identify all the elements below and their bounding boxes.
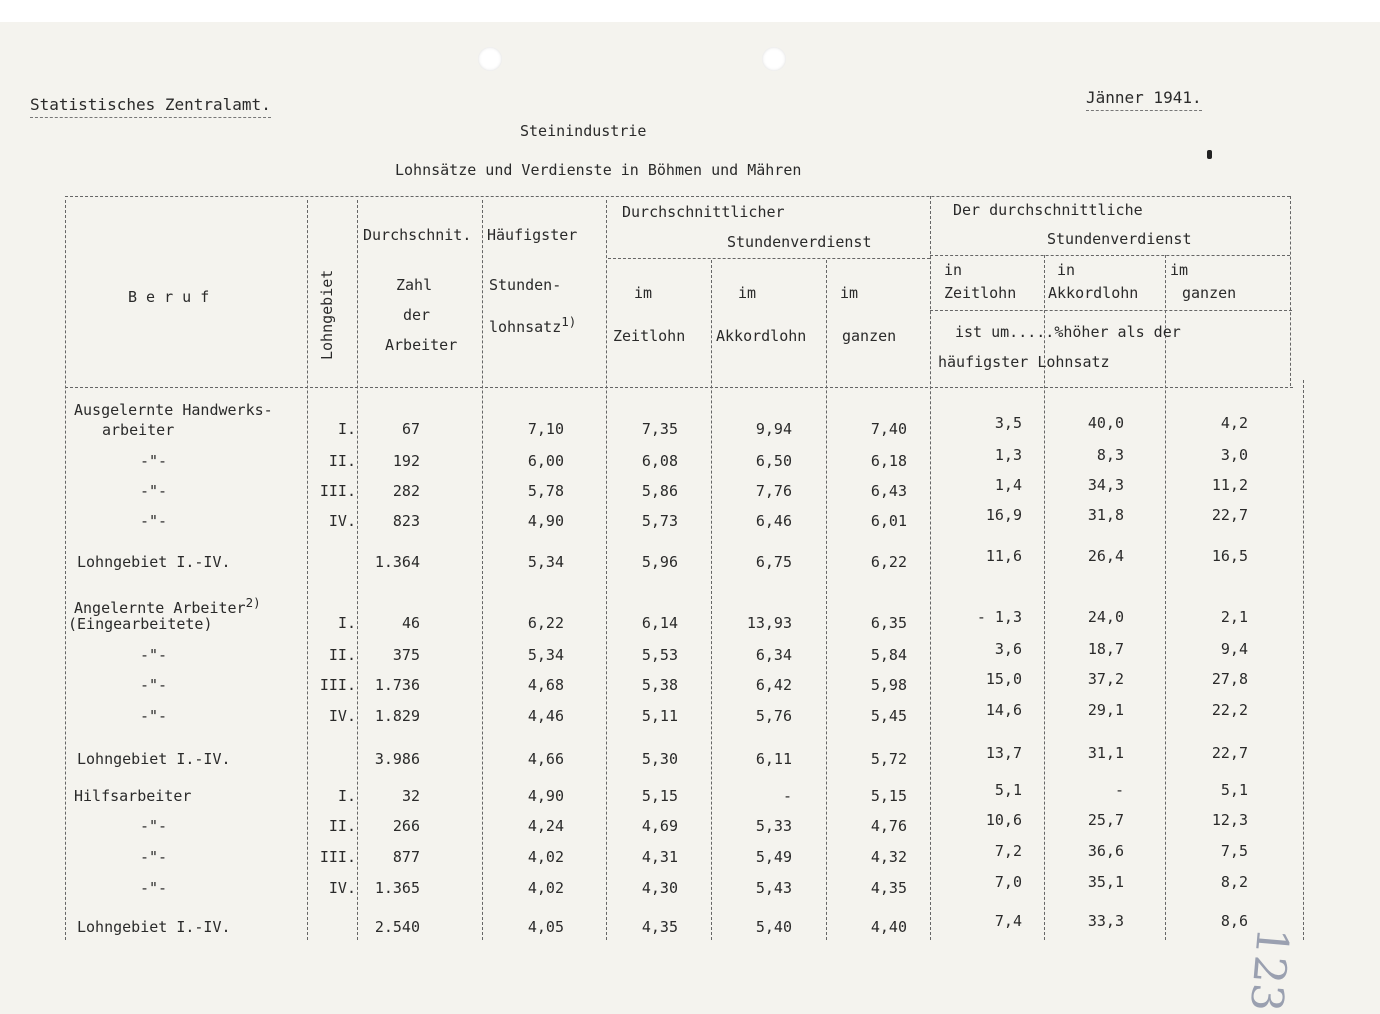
col-header-lohnsatz: lohnsatz$^{1)}$ xyxy=(489,314,577,336)
row-pz: - 1,3 xyxy=(976,608,1022,626)
col-header-stundenverdienst-2: Stundenverdienst xyxy=(1047,230,1192,248)
row-pz: 10,6 xyxy=(985,811,1022,829)
row-lohnsatz: 4,02 xyxy=(527,848,564,866)
subheader-rule-c xyxy=(930,310,1292,311)
row-pa: 29,1 xyxy=(1087,701,1124,719)
row-pg: 22,7 xyxy=(1211,506,1248,524)
row-zeit: 5,73 xyxy=(641,512,678,530)
row-zahl: 282 xyxy=(392,482,420,500)
row-zahl: 32 xyxy=(401,787,420,805)
col-header-ist-um: ist um.....%höher als der xyxy=(955,323,1181,341)
row-pa: - xyxy=(1114,781,1124,799)
row-pg: 27,8 xyxy=(1211,670,1248,688)
col-header-im-ganz: im xyxy=(1170,261,1189,279)
row-ganz: 5,98 xyxy=(870,676,907,694)
col-header-haeufigster: Häufigster xyxy=(487,226,578,244)
row-pg: 12,3 xyxy=(1211,811,1248,829)
table-top-rule xyxy=(65,196,1290,197)
row-lohngebiet: III. xyxy=(319,676,356,694)
row-pz: 7,0 xyxy=(994,873,1022,891)
row-pa: 26,4 xyxy=(1087,547,1124,565)
row-lohngebiet: I. xyxy=(337,787,356,805)
row-pa: 31,8 xyxy=(1087,506,1124,524)
col-header-ganzen-2: ganzen xyxy=(1182,284,1237,302)
header-bottom-rule xyxy=(65,387,1293,388)
row-lohnsatz: 4,66 xyxy=(527,750,564,768)
row-zahl: 266 xyxy=(392,817,420,835)
row-akk: 6,75 xyxy=(755,553,792,571)
col-header-stunden: Stunden- xyxy=(489,276,562,294)
col-header-ganzen-1: ganzen xyxy=(842,327,897,345)
row-ganz: 4,35 xyxy=(870,879,907,897)
row-ganz: 6,01 xyxy=(870,512,907,530)
row-pz: 3,6 xyxy=(994,640,1022,658)
row-akk: 7,76 xyxy=(755,482,792,500)
row-lohngebiet: IV. xyxy=(328,707,356,725)
row-pa: 24,0 xyxy=(1087,608,1124,626)
row-lohnsatz: 4,24 xyxy=(527,817,564,835)
row-akk: 5,40 xyxy=(755,918,792,936)
row-zeit: 5,15 xyxy=(641,787,678,805)
col-header-zahl: Zahl xyxy=(396,276,433,294)
row-ganz: 5,84 xyxy=(870,646,907,664)
row-zahl: 1.829 xyxy=(374,707,420,725)
row-ganz: 7,40 xyxy=(870,420,907,438)
col-header-stundenverdienst-1: Stundenverdienst xyxy=(727,233,872,251)
row-zahl: 823 xyxy=(392,512,420,530)
row-zeit: 4,69 xyxy=(641,817,678,835)
row-beruf: -"- xyxy=(140,707,168,725)
row-beruf: -"- xyxy=(140,646,168,664)
col-header-im-3: im xyxy=(840,284,859,302)
row-lohngebiet: II. xyxy=(328,646,356,664)
row-pz: 14,6 xyxy=(985,701,1022,719)
row-lohnsatz: 5,34 xyxy=(527,553,564,571)
row-ganz: 6,35 xyxy=(870,614,907,632)
row-lohngebiet: III. xyxy=(319,848,356,866)
row-ganz: 5,15 xyxy=(870,787,907,805)
row-pg: 4,2 xyxy=(1220,414,1248,432)
row-beruf: Lohngebiet I.-IV. xyxy=(77,750,231,768)
row-pz: 15,0 xyxy=(985,670,1022,688)
row-pa: 31,1 xyxy=(1087,744,1124,762)
row-zahl: 46 xyxy=(401,614,420,632)
row-akk: 6,42 xyxy=(755,676,792,694)
row-ganz: 6,18 xyxy=(870,452,907,470)
row-zeit: 5,53 xyxy=(641,646,678,664)
row-zahl: 877 xyxy=(392,848,420,866)
row-pa: 35,1 xyxy=(1087,873,1124,891)
row-pa: 37,2 xyxy=(1087,670,1124,688)
col-rule-11 xyxy=(1303,380,1304,940)
row-zahl: 67 xyxy=(401,420,420,438)
row-lohnsatz: 4,05 xyxy=(527,918,564,936)
row-beruf: Lohngebiet I.-IV. xyxy=(77,553,231,571)
table-subtitle: Lohnsätze und Verdienste in Böhmen und Mähren xyxy=(395,161,802,179)
row-zeit: 4,35 xyxy=(641,918,678,936)
row-lohngebiet: IV. xyxy=(328,512,356,530)
row-beruf: -"- xyxy=(140,512,168,530)
row-ganz: 4,40 xyxy=(870,918,907,936)
row-beruf: Ausgelernte Handwerks- xyxy=(74,401,273,419)
col-header-der: der xyxy=(403,306,431,324)
row-zeit: 4,31 xyxy=(641,848,678,866)
row-akk: 13,93 xyxy=(746,614,792,632)
row-akk: 6,11 xyxy=(755,750,792,768)
row-akk: 5,76 xyxy=(755,707,792,725)
row-pa: 18,7 xyxy=(1087,640,1124,658)
row-pg: 16,5 xyxy=(1211,547,1248,565)
col-rule-6 xyxy=(826,260,827,940)
document-date: Jänner 1941. xyxy=(1086,88,1202,111)
col-rule-3 xyxy=(482,200,483,940)
col-header-zeitlohn-2: Zeitlohn xyxy=(944,284,1017,302)
row-ganz: 6,43 xyxy=(870,482,907,500)
col-header-durchschnittlicher: Durchschnittlicher xyxy=(622,203,785,221)
row-lohngebiet: IV. xyxy=(328,879,356,897)
office-name: Statistisches Zentralamt. xyxy=(30,95,271,118)
row-zahl: 2.540 xyxy=(374,918,420,936)
row-ganz: 4,32 xyxy=(870,848,907,866)
col-rule-10 xyxy=(1290,196,1291,386)
row-beruf: -"- xyxy=(140,879,168,897)
row-lohnsatz: 4,02 xyxy=(527,879,564,897)
row-pz: 5,1 xyxy=(994,781,1022,799)
row-pg: 5,1 xyxy=(1220,781,1248,799)
row-pa: 40,0 xyxy=(1087,414,1124,432)
row-beruf-line2: arbeiter xyxy=(102,421,175,439)
col-rule-4 xyxy=(606,200,607,940)
row-zeit: 5,11 xyxy=(641,707,678,725)
row-zeit: 6,14 xyxy=(641,614,678,632)
row-lohnsatz: 4,46 xyxy=(527,707,564,725)
row-beruf-line2: (Eingearbeitete) xyxy=(68,615,213,633)
row-beruf: -"- xyxy=(140,848,168,866)
page-top-edge xyxy=(0,0,1380,22)
col-header-akkordlohn-2: Akkordlohn xyxy=(1048,284,1139,302)
punch-hole-left xyxy=(478,47,502,71)
col-header-im-1: im xyxy=(634,284,653,302)
col-rule-1 xyxy=(307,200,308,940)
row-pa: 36,6 xyxy=(1087,842,1124,860)
row-zahl: 1.365 xyxy=(374,879,420,897)
row-zeit: 5,96 xyxy=(641,553,678,571)
row-beruf: Lohngebiet I.-IV. xyxy=(77,918,231,936)
row-pz: 1,4 xyxy=(994,476,1022,494)
row-pg: 11,2 xyxy=(1211,476,1248,494)
col-header-der-durchschnittliche: Der durchschnittliche xyxy=(953,201,1143,219)
row-ganz: 4,76 xyxy=(870,817,907,835)
col-rule-0 xyxy=(65,200,66,940)
row-lohngebiet: II. xyxy=(328,452,356,470)
row-zeit: 7,35 xyxy=(641,420,678,438)
row-akk: 9,94 xyxy=(755,420,792,438)
row-lohnsatz: 5,34 xyxy=(527,646,564,664)
row-beruf: -"- xyxy=(140,482,168,500)
col-header-beruf: B e r u f xyxy=(128,288,210,306)
col-header-in-akk: in xyxy=(1057,261,1076,279)
row-pa: 34,3 xyxy=(1087,476,1124,494)
row-pg: 8,6 xyxy=(1220,912,1248,930)
row-lohngebiet: I. xyxy=(337,614,356,632)
row-akk: - xyxy=(782,787,792,805)
row-pg: 22,2 xyxy=(1211,701,1248,719)
row-zahl: 192 xyxy=(392,452,420,470)
row-lohngebiet: II. xyxy=(328,817,356,835)
row-pz: 7,4 xyxy=(994,912,1022,930)
row-beruf: Hilfsarbeiter xyxy=(74,787,192,805)
row-akk: 6,46 xyxy=(755,512,792,530)
col-header-im-2: im xyxy=(738,284,757,302)
row-zeit: 5,38 xyxy=(641,676,678,694)
row-pz: 13,7 xyxy=(985,744,1022,762)
row-pz: 16,9 xyxy=(985,506,1022,524)
row-pg: 2,1 xyxy=(1220,608,1248,626)
row-lohnsatz: 5,78 xyxy=(527,482,564,500)
row-lohngebiet: III. xyxy=(319,482,356,500)
row-lohngebiet: I. xyxy=(337,420,356,438)
row-lohnsatz: 4,68 xyxy=(527,676,564,694)
row-pg: 8,2 xyxy=(1220,873,1248,891)
row-zeit: 6,08 xyxy=(641,452,678,470)
col-header-durchschnit: Durchschnit. xyxy=(363,226,472,244)
subheader-rule-b xyxy=(930,255,1290,256)
col-header-lohngebiet: Lohngebiet xyxy=(318,269,336,360)
row-pz: 11,6 xyxy=(985,547,1022,565)
row-zeit: 4,30 xyxy=(641,879,678,897)
row-pa: 25,7 xyxy=(1087,811,1124,829)
col-rule-9 xyxy=(1165,255,1166,940)
row-pz: 7,2 xyxy=(994,842,1022,860)
row-beruf: -"- xyxy=(140,817,168,835)
col-header-akkordlohn-1: Akkordlohn xyxy=(716,327,807,345)
row-akk: 5,33 xyxy=(755,817,792,835)
row-zeit: 5,30 xyxy=(641,750,678,768)
col-rule-7 xyxy=(930,196,931,940)
row-zahl: 1.736 xyxy=(374,676,420,694)
row-ganz: 6,22 xyxy=(870,553,907,571)
row-pg: 7,5 xyxy=(1220,842,1248,860)
row-ganz: 5,72 xyxy=(870,750,907,768)
row-akk: 6,34 xyxy=(755,646,792,664)
ink-mark xyxy=(1207,150,1212,159)
row-lohnsatz: 6,00 xyxy=(527,452,564,470)
row-pg: 22,7 xyxy=(1211,744,1248,762)
row-akk: 5,49 xyxy=(755,848,792,866)
row-akk: 5,43 xyxy=(755,879,792,897)
row-pz: 3,5 xyxy=(994,414,1022,432)
margin-page-number: 123 xyxy=(1239,925,1298,1014)
industry-title: Steinindustrie xyxy=(520,122,647,140)
subheader-rule-a xyxy=(608,258,930,259)
col-rule-2 xyxy=(357,200,358,940)
row-pz: 1,3 xyxy=(994,446,1022,464)
col-header-in-zeit: in xyxy=(944,261,963,279)
row-akk: 6,50 xyxy=(755,452,792,470)
row-beruf: -"- xyxy=(140,676,168,694)
row-pg: 9,4 xyxy=(1220,640,1248,658)
row-lohnsatz: 7,10 xyxy=(527,420,564,438)
col-header-haeufigster-lohnsatz: häufigster Lohnsatz xyxy=(938,353,1110,371)
row-lohnsatz: 6,22 xyxy=(527,614,564,632)
punch-hole-right xyxy=(762,47,786,71)
row-pg: 3,0 xyxy=(1220,446,1248,464)
row-zahl: 1.364 xyxy=(374,553,420,571)
row-zahl: 3.986 xyxy=(374,750,420,768)
row-ganz: 5,45 xyxy=(870,707,907,725)
row-pa: 8,3 xyxy=(1096,446,1124,464)
row-lohnsatz: 4,90 xyxy=(527,512,564,530)
col-header-arbeiter: Arbeiter xyxy=(385,336,458,354)
row-pa: 33,3 xyxy=(1087,912,1124,930)
row-zahl: 375 xyxy=(392,646,420,664)
row-beruf: Angelernte Arbeiter$^{2)}$ xyxy=(74,595,261,617)
beruf-footnote: 2) xyxy=(245,595,261,610)
col-header-zeitlohn-1: Zeitlohn xyxy=(613,327,686,345)
col-rule-5 xyxy=(711,260,712,940)
row-beruf: -"- xyxy=(140,452,168,470)
row-zeit: 5,86 xyxy=(641,482,678,500)
row-lohnsatz: 4,90 xyxy=(527,787,564,805)
